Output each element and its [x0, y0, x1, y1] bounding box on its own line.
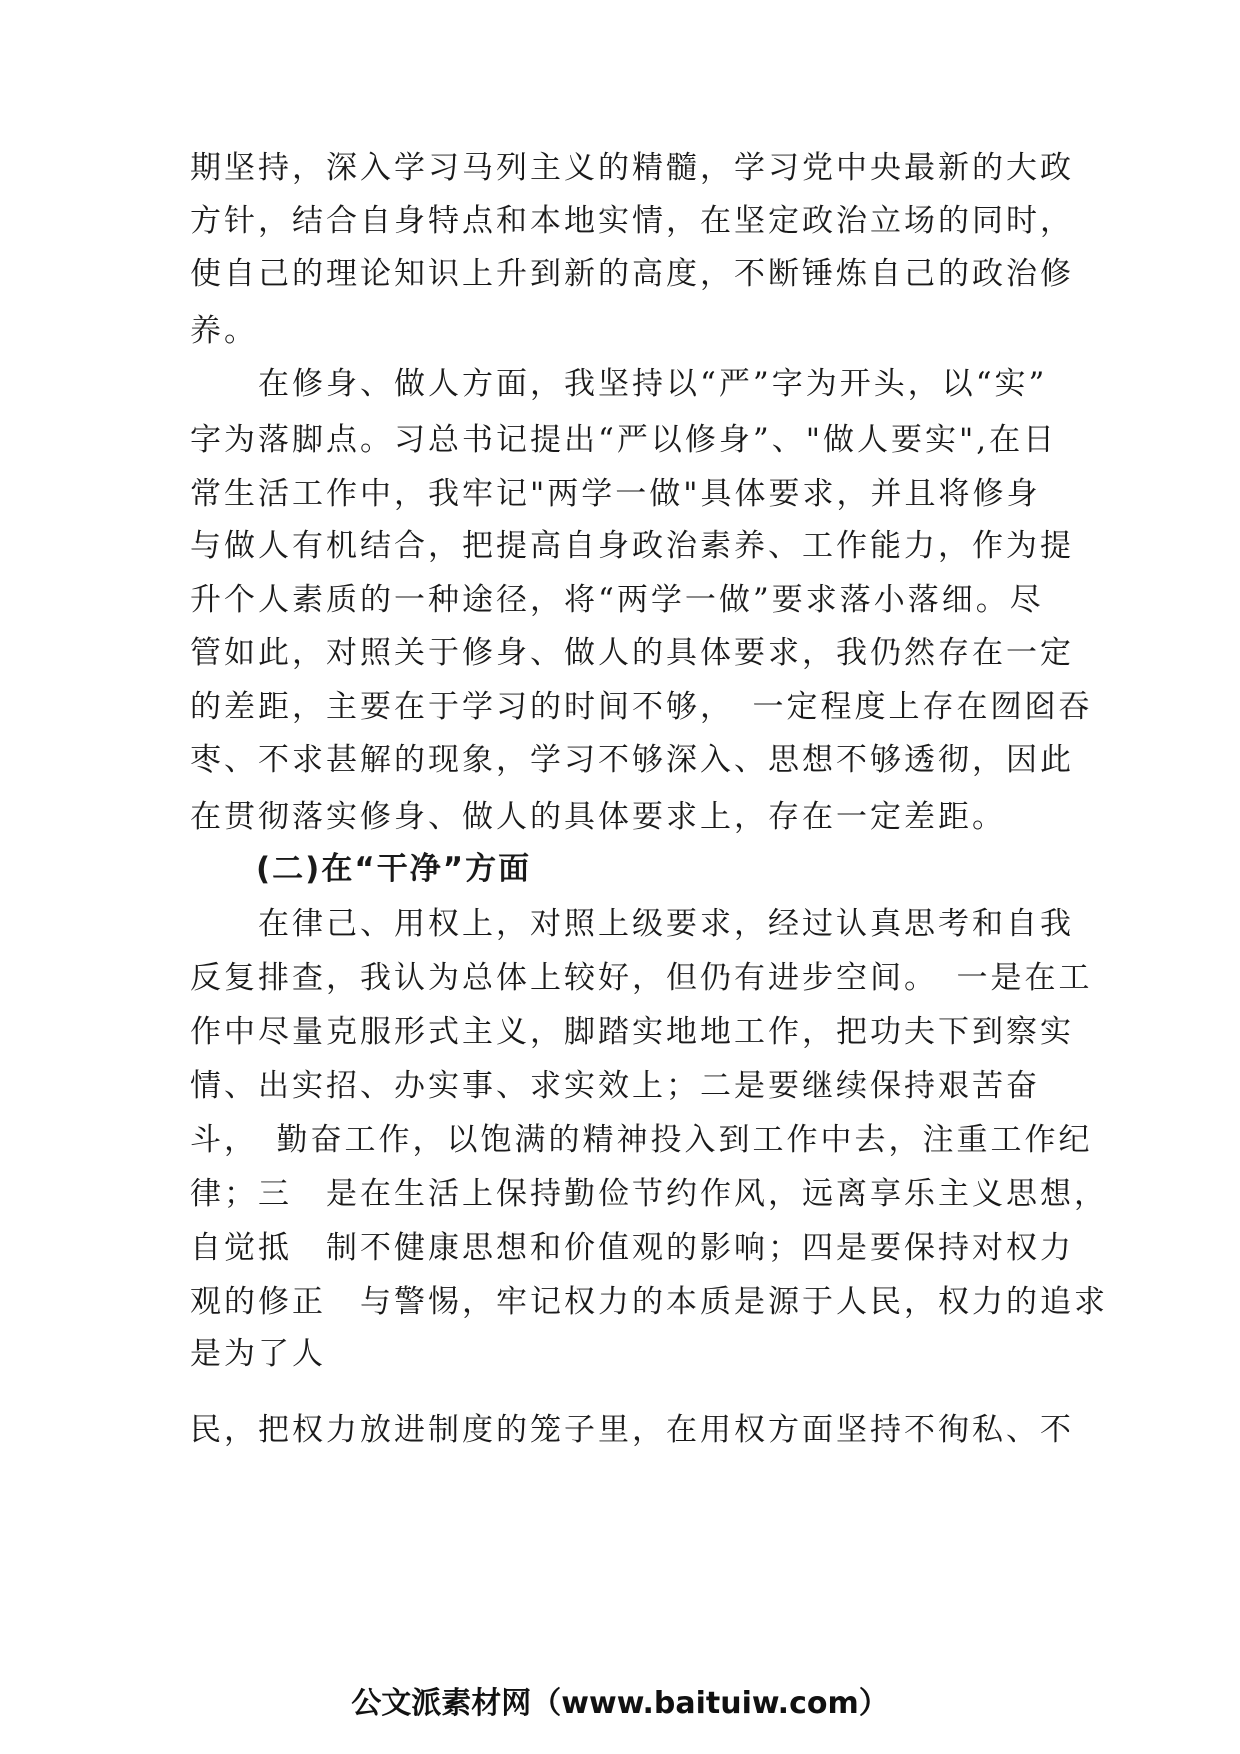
- body-line: 是为了人: [190, 1336, 326, 1372]
- body-line: 字为落脚点。习总书记提出“严以修身”、"做人要实",在日: [190, 422, 1058, 458]
- body-line: 期坚持，深入学习马列主义的精髓，学习党中央最新的大政: [190, 150, 1074, 186]
- body-line: 使自己的理论知识上升到新的高度，不断锤炼自己的政治修: [190, 256, 1074, 292]
- body-line: 观的修正 与警惕，牢记权力的本质是源于人民，权力的追求: [190, 1284, 1108, 1320]
- body-line: 在修身、做人方面，我坚持以“严”字为开头，以“实”: [190, 366, 1048, 402]
- body-line: 枣、不求甚解的现象，学习不够深入、思想不够透彻，因此: [190, 742, 1074, 778]
- body-line: 的差距，主要在于学习的时间不够， 一定程度上存在囫囵吞: [190, 689, 1093, 725]
- body-line: 方针，结合自身特点和本地实情，在坚定政治立场的同时，: [190, 203, 1074, 239]
- body-line: 自觉抵 制不健康思想和价值观的影响；四是要保持对权力: [190, 1230, 1074, 1266]
- body-line: 作中尽量克服形式主义，脚踏实地地工作，把功夫下到察实: [190, 1014, 1074, 1050]
- body-line: 在律己、用权上，对照上级要求，经过认真思考和自我: [190, 906, 1074, 942]
- section-heading: (二)在“干净”方面: [190, 851, 532, 887]
- body-line: 情、出实招、办实事、求实效上；二是要继续保持艰苦奋: [190, 1068, 1040, 1104]
- body-line: 与做人有机结合，把提高自身政治素养、工作能力，作为提: [190, 528, 1074, 564]
- body-line: 管如此，对照关于修身、做人的具体要求，我仍然存在一定: [190, 635, 1074, 671]
- body-line: 民，把权力放进制度的笼子里，在用权方面坚持不徇私、不: [190, 1412, 1074, 1448]
- body-line: 升个人素质的一种途径，将“两学一做”要求落小落细。尽: [190, 582, 1044, 618]
- footer-watermark: 公文派素材网（www.baituiw.com）: [351, 1686, 889, 1721]
- body-line: 反复排查，我认为总体上较好，但仍有进步空间。 一是在工: [190, 960, 1093, 996]
- body-line: 常生活工作中，我牢记"两学一做"具体要求，并且将修身: [190, 476, 1041, 512]
- body-line: 律；三 是在生活上保持勤俭节约作风，远离享乐主义思想，: [190, 1176, 1108, 1212]
- body-line: 养。: [190, 313, 258, 349]
- body-line: 在贯彻落实修身、做人的具体要求上，存在一定差距。: [190, 799, 1006, 835]
- body-line: 斗， 勤奋工作，以饱满的精神投入到工作中去，注重工作纪: [190, 1122, 1093, 1158]
